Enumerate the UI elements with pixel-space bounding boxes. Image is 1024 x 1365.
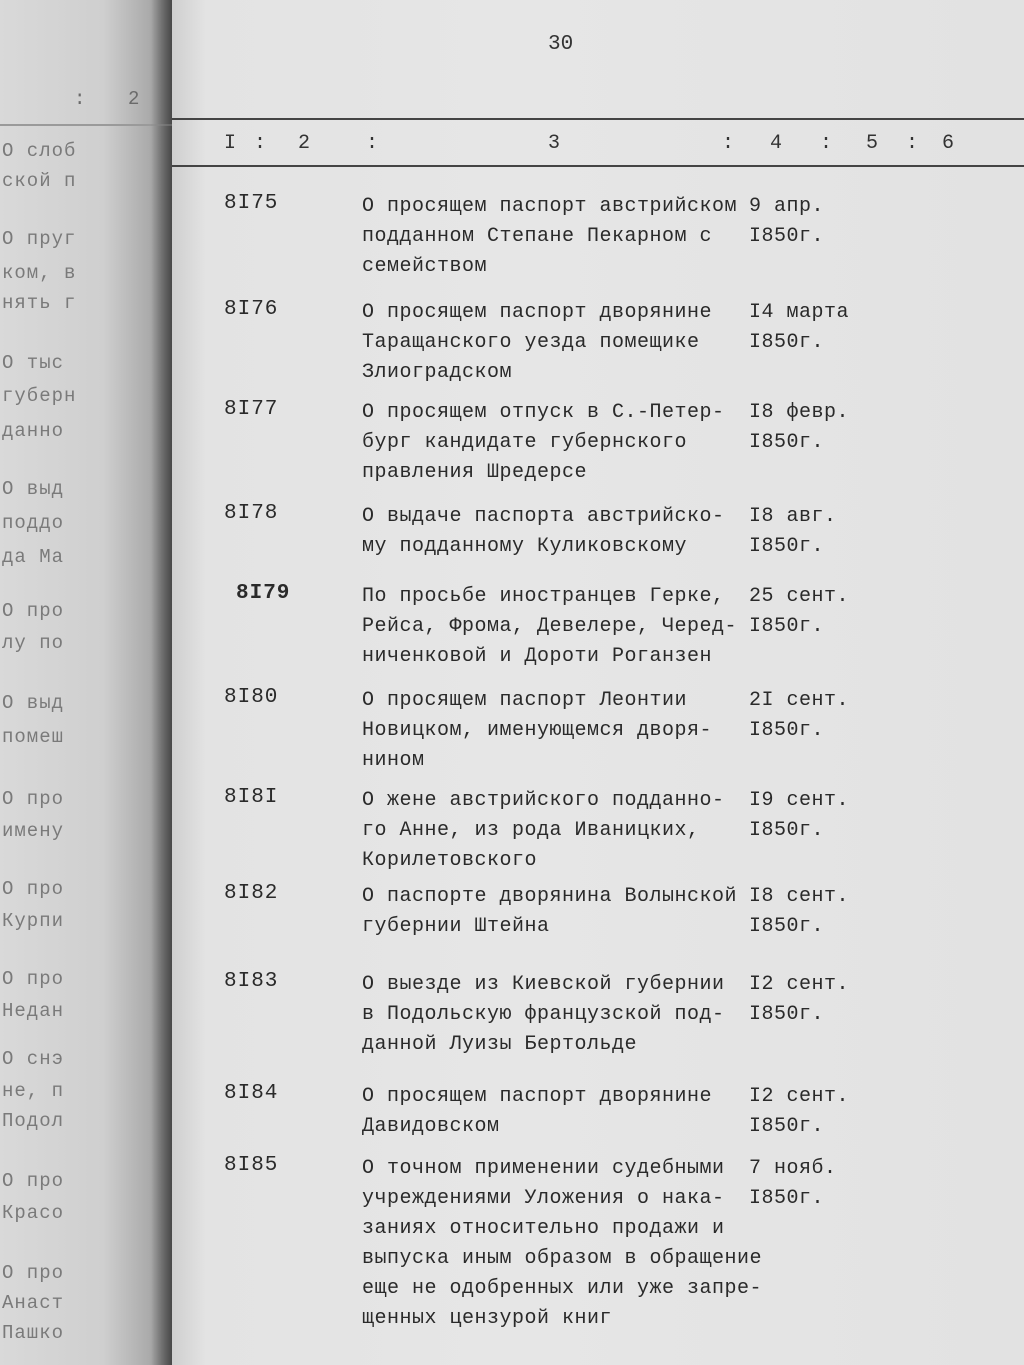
left-fragment: нять г	[2, 292, 77, 314]
entry-title: О просящем паспорт австрийском подданном Степане Пекарном с семейством	[362, 195, 738, 278]
column-separator: :	[906, 132, 919, 155]
entry-title: О просящем паспорт дворянине Давидовском	[362, 1085, 713, 1138]
left-fragment: О слоб	[2, 140, 77, 162]
left-fragment: Анаст	[2, 1292, 65, 1314]
main-page	[172, 0, 1024, 1365]
entry-number: 8I78	[224, 502, 279, 525]
entry-date: 9 апр. I850г.	[749, 195, 825, 248]
entry-title: О просящем паспорт Леонтии Новицком, именующемся дворя- нином	[362, 689, 713, 772]
left-fragment: О про	[2, 1262, 65, 1284]
gutter-shadow	[150, 0, 172, 1365]
entry-date: I2 сент. I850г.	[749, 973, 850, 1026]
column-header-5: 5	[866, 132, 879, 155]
entry-title: О выезде из Киевской губернии в Подольскую французской под- данной Луизы Бертольде	[362, 973, 725, 1056]
entry-number: 8I77	[224, 398, 279, 421]
column-header-2: 2	[298, 132, 311, 155]
entry-number: 8I79	[236, 582, 291, 605]
entry-number: 8I85	[224, 1154, 279, 1177]
left-fragment: не, п	[2, 1080, 65, 1102]
left-fragment: имену	[2, 820, 65, 842]
entry-date: 2I сент. I850г.	[749, 689, 850, 742]
entry-title: О выдаче паспорта австрийско- му подданному Куликовскому	[362, 505, 725, 558]
left-fragment: ком, в	[2, 262, 77, 284]
left-fragment: О выд	[2, 478, 65, 500]
left-fragment: Подол	[2, 1110, 65, 1132]
left-fragment: О про	[2, 1170, 65, 1192]
left-fragment: губерн	[2, 385, 77, 407]
entry-title: О точном применении судебными учреждениями Уложения о нака- заниях относительно продажи и выпуска иным образом в обращение еще не одобренных или уже запре- щенных цензурой книг	[362, 1157, 763, 1330]
left-fragment: О пруг	[2, 228, 77, 250]
entry-number: 8I83	[224, 970, 279, 993]
entry-title: О жене австрийского подданно- го Анне, из рода Иваницких, Корилетовского	[362, 789, 725, 872]
entry-date: I4 марта I850г.	[749, 301, 850, 354]
left-fragment: да Ма	[2, 546, 65, 568]
left-fragment: О про	[2, 968, 65, 990]
column-separator: :	[366, 132, 379, 155]
column-separator: :	[254, 132, 267, 155]
entry-number: 8I75	[224, 192, 279, 215]
left-fragment: О тыс	[2, 352, 65, 374]
left-fragment: данно	[2, 420, 65, 442]
left-page-header-fragment: :	[74, 88, 86, 110]
entry-title: О паспорте дворянина Волынской губернии Штейна	[362, 885, 738, 938]
entry-title: О просящем отпуск в С.-Петер- бург кандидате губернского правления Шредерсе	[362, 401, 725, 484]
left-fragment: Недан	[2, 1000, 65, 1022]
left-fragment: Курпи	[2, 910, 65, 932]
header-bottom-rule	[172, 165, 1024, 167]
left-fragment: О про	[2, 878, 65, 900]
left-fragment: О про	[2, 788, 65, 810]
column-header-3: 3	[548, 132, 561, 155]
left-fragment: Пашко	[2, 1322, 65, 1344]
left-fragment: помеш	[2, 726, 65, 748]
entry-date: I8 февр. I850г.	[749, 401, 850, 454]
entry-date: I9 сент. I850г.	[749, 789, 850, 842]
entry-number: 8I76	[224, 298, 279, 321]
column-header-4: 4	[770, 132, 783, 155]
header-top-rule	[172, 118, 1024, 120]
entry-date: I8 сент. I850г.	[749, 885, 850, 938]
entry-number: 8I82	[224, 882, 279, 905]
left-fragment: О про	[2, 600, 65, 622]
column-separator: :	[722, 132, 735, 155]
entry-date: I8 авг. I850г.	[749, 505, 837, 558]
entry-number: 8I80	[224, 686, 279, 709]
entry-title: О просящем паспорт дворянине Таращанского уезда помещике Злиоградском	[362, 301, 713, 384]
left-fragment: Красо	[2, 1202, 65, 1224]
entry-date: 7 нояб. I850г.	[749, 1157, 837, 1210]
left-fragment: О снэ	[2, 1048, 65, 1070]
left-page-header-fragment-2: 2	[128, 88, 140, 110]
left-fragment: поддо	[2, 512, 65, 534]
left-page-rule	[0, 124, 172, 126]
entry-date: I2 сент. I850г.	[749, 1085, 850, 1138]
page-number: 30	[548, 33, 574, 56]
left-facing-page	[0, 0, 172, 1365]
column-header-1: I	[224, 132, 237, 155]
entry-title: По просьбе иностранцев Герке, Рейса, Фрома, Девелере, Черед- ниченковой и Дороти Роганзен	[362, 585, 738, 668]
left-fragment: лу по	[2, 632, 65, 654]
entry-number: 8I8I	[224, 786, 279, 809]
left-fragment: ской п	[2, 170, 77, 192]
left-fragment: О выд	[2, 692, 65, 714]
column-header-6: 6	[942, 132, 955, 155]
entry-date: 25 сент. I850г.	[749, 585, 850, 638]
column-separator: :	[820, 132, 833, 155]
entry-number: 8I84	[224, 1082, 279, 1105]
